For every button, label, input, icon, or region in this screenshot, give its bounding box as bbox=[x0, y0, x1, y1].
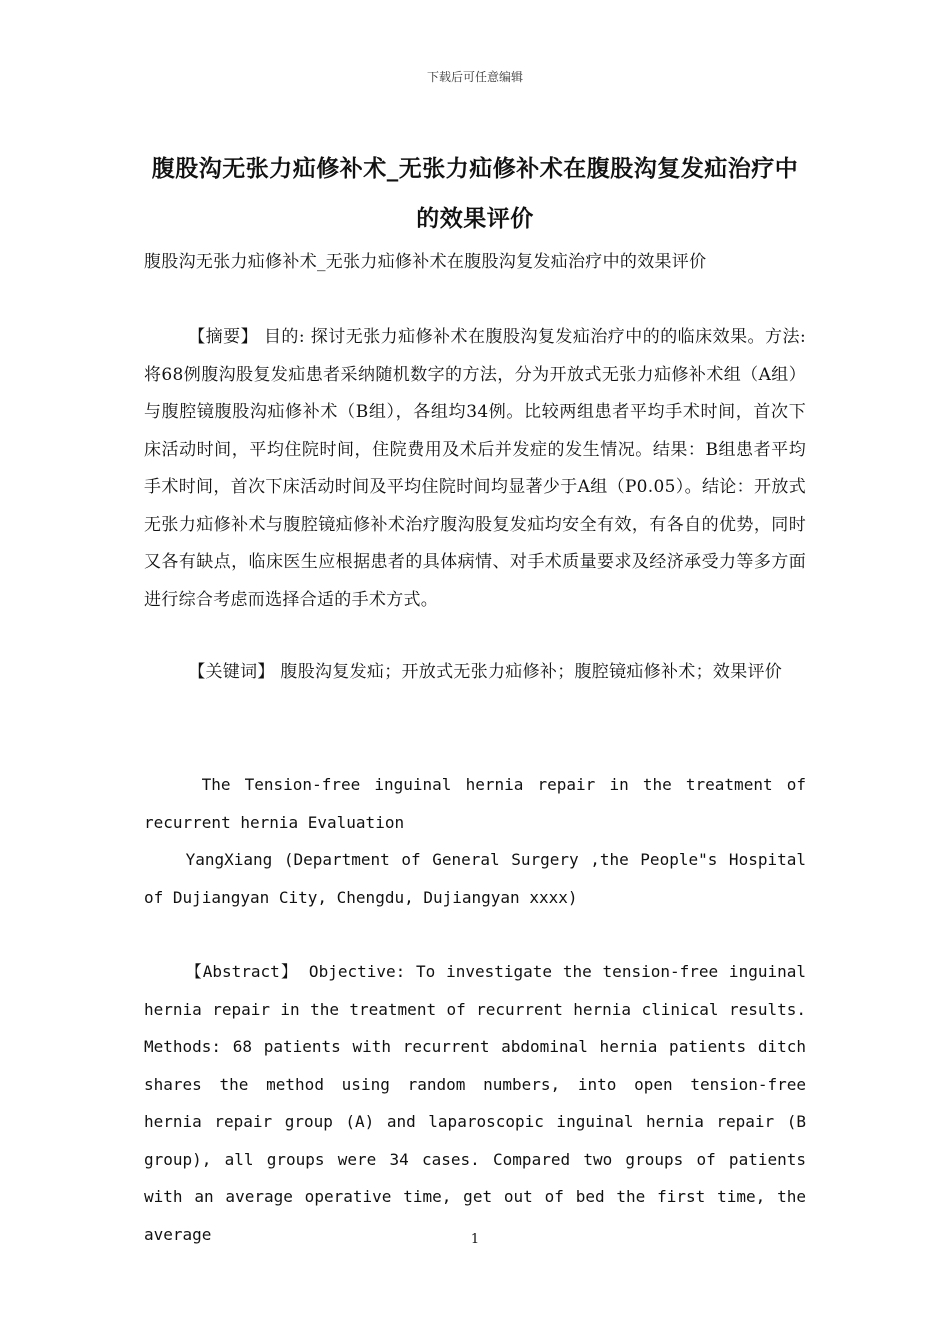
chinese-keywords bbox=[144, 654, 806, 692]
page-header: 下载后可任意编辑 bbox=[426, 70, 523, 84]
document-subtitle: 腹股沟无张力疝修补术_无张力疝修补术在腹股沟复发疝治疗中的效果评价 bbox=[144, 252, 707, 272]
author-affiliation: YangXiang (Department of General Surgery ,the People"s Hospital of Dujiangyan City, Chengdu, Dujiangyan xxxx) bbox=[144, 850, 806, 907]
english-title: The Tension-free inguinal hernia repair in the treatment of recurrent hernia Evaluation bbox=[144, 775, 806, 832]
chinese-abstract bbox=[144, 319, 806, 619]
document-title: 腹股沟无张力疝修补术_无张力疝修补术在腹股沟复发疝治疗中的效果评价 bbox=[151, 156, 799, 232]
keywords-text-cn: 腹股沟复发疝；开放式无张力疝修补；腹腔镜疝修补术；效果评价 bbox=[274, 662, 783, 682]
english-abstract bbox=[144, 953, 806, 1253]
keywords-label-cn: 【关键词】 bbox=[188, 662, 275, 682]
abstract-text-cn: 目的: 探讨无张力疝修补术在腹股沟复发疝治疗中的的临床效果。方法:将68例腹沟股复发疝患者采纳随机数字的方法，分为开放式无张力疝修补术组（A组）与腹腔镜腹股沟疝修补术（B组），各组均34例。比较两组患者平均手术时间，首次下床活动时间，平均住院时间，住院费用及术后并发症的发生情况。结果：B组患者平均手术时间，首次下床活动时间及平均住院时间均显著少于A组（P0.05）。结论：开放式无张力疝修补术与腹腔镜疝修补术治疗腹沟股复发疝均安全有效，有各自的优势，同时又各有缺点，临床医生应根据患者的具体病情、对手术质量要求及经济承受力等多方面进行综合考虑而选择合适的手术方式。 bbox=[144, 327, 806, 610]
abstract-label-en: 【Abstract】 bbox=[185, 962, 299, 981]
page-number: 1 bbox=[470, 1232, 480, 1247]
abstract-label-cn: 【摘要】 bbox=[188, 327, 259, 347]
abstract-text-en: Objective: To investigate the tension-free inguinal hernia repair in the treatment of recurrent hernia clinical results. Methods: 68 patients with recurrent abdominal hernia patients ditch shares the method using random numbers, into open tension-free hernia repair group (A) and laparoscopic inguinal hernia repair (B group), all groups were 34 cases. Compared two groups of patients with an average operative time, get out of bed the first time, the average bbox=[144, 962, 806, 1244]
